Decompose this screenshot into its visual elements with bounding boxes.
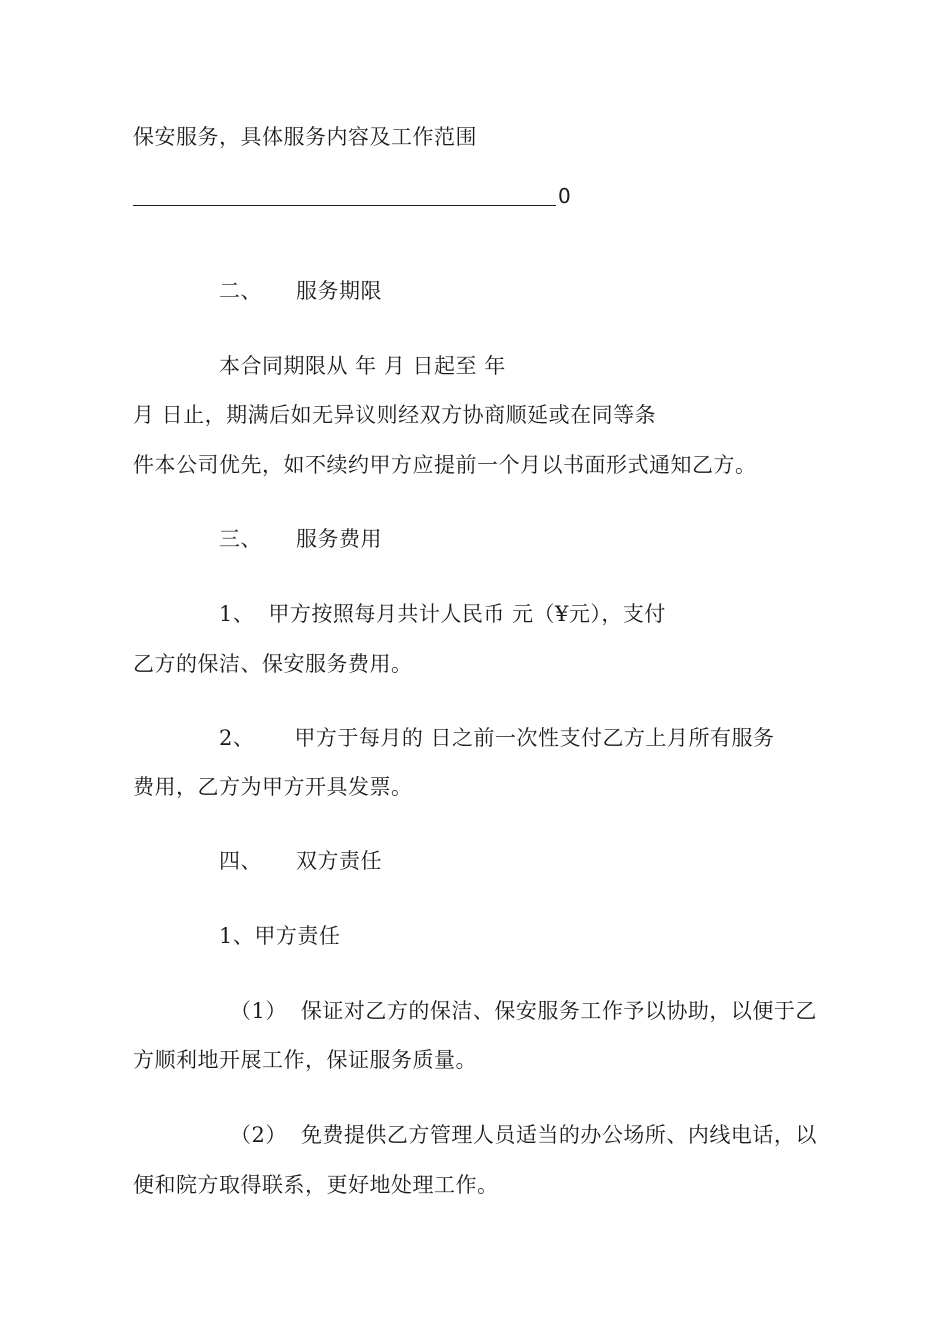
fee-item-text: 甲方按照每月共计人民币 元（¥元），支付 xyxy=(268,602,666,626)
duty-item-number: （1） xyxy=(230,999,287,1023)
fee-item-text: 甲方于每月的 日之前一次性支付乙方上月所有服务 xyxy=(294,726,775,750)
section-number: 二、 xyxy=(219,279,262,303)
party-a-duties-heading: 1、甲方责任 xyxy=(219,924,341,948)
duty-item-2-line-1 xyxy=(230,1120,817,1150)
section-number: 三、 xyxy=(219,527,262,551)
fee-item-number: 1、 xyxy=(219,602,255,626)
section-title: 双方责任 xyxy=(296,849,382,873)
duty-item-text: 免费提供乙方管理人员适当的办公场所、内线电话，以 xyxy=(300,1123,817,1147)
duty-item-1-line-2: 方顺利地开展工作，保证服务质量。 xyxy=(133,1048,477,1072)
scope-line: 保安服务，具体服务内容及工作范围 xyxy=(133,125,477,149)
duty-item-number: （2） xyxy=(230,1123,287,1147)
section-heading-term xyxy=(219,276,382,306)
fee-item-1-line-1 xyxy=(219,599,666,629)
duty-item-text: 保证对乙方的保洁、保安服务工作予以协助，以便于乙 xyxy=(300,999,817,1023)
section-title: 服务费用 xyxy=(296,527,382,551)
scope-blank xyxy=(133,176,571,206)
scope-blank-end: 0 xyxy=(558,184,571,208)
duty-item-2-line-2: 便和院方取得联系，更好地处理工作。 xyxy=(133,1173,499,1197)
fee-item-2-line-2: 费用，乙方为甲方开具发票。 xyxy=(133,775,413,799)
term-line-1: 本合同期限从 年 月 日起至 年 xyxy=(219,354,506,378)
duty-item-1-line-1 xyxy=(230,996,817,1026)
term-line-3: 件本公司优先，如不续约甲方应提前一个月以书面形式通知乙方。 xyxy=(133,453,757,477)
fee-item-1-line-2: 乙方的保洁、保安服务费用。 xyxy=(133,652,413,676)
section-number: 四、 xyxy=(219,849,262,873)
fill-in-underline xyxy=(133,181,556,206)
fee-item-2-line-1 xyxy=(219,723,775,753)
section-title: 服务期限 xyxy=(296,279,382,303)
section-heading-fees xyxy=(219,524,382,554)
term-line-2: 月 日止，期满后如无异议则经双方协商顺延或在同等条 xyxy=(133,403,657,427)
fee-item-number: 2、 xyxy=(219,726,255,750)
section-heading-duties xyxy=(219,846,382,876)
